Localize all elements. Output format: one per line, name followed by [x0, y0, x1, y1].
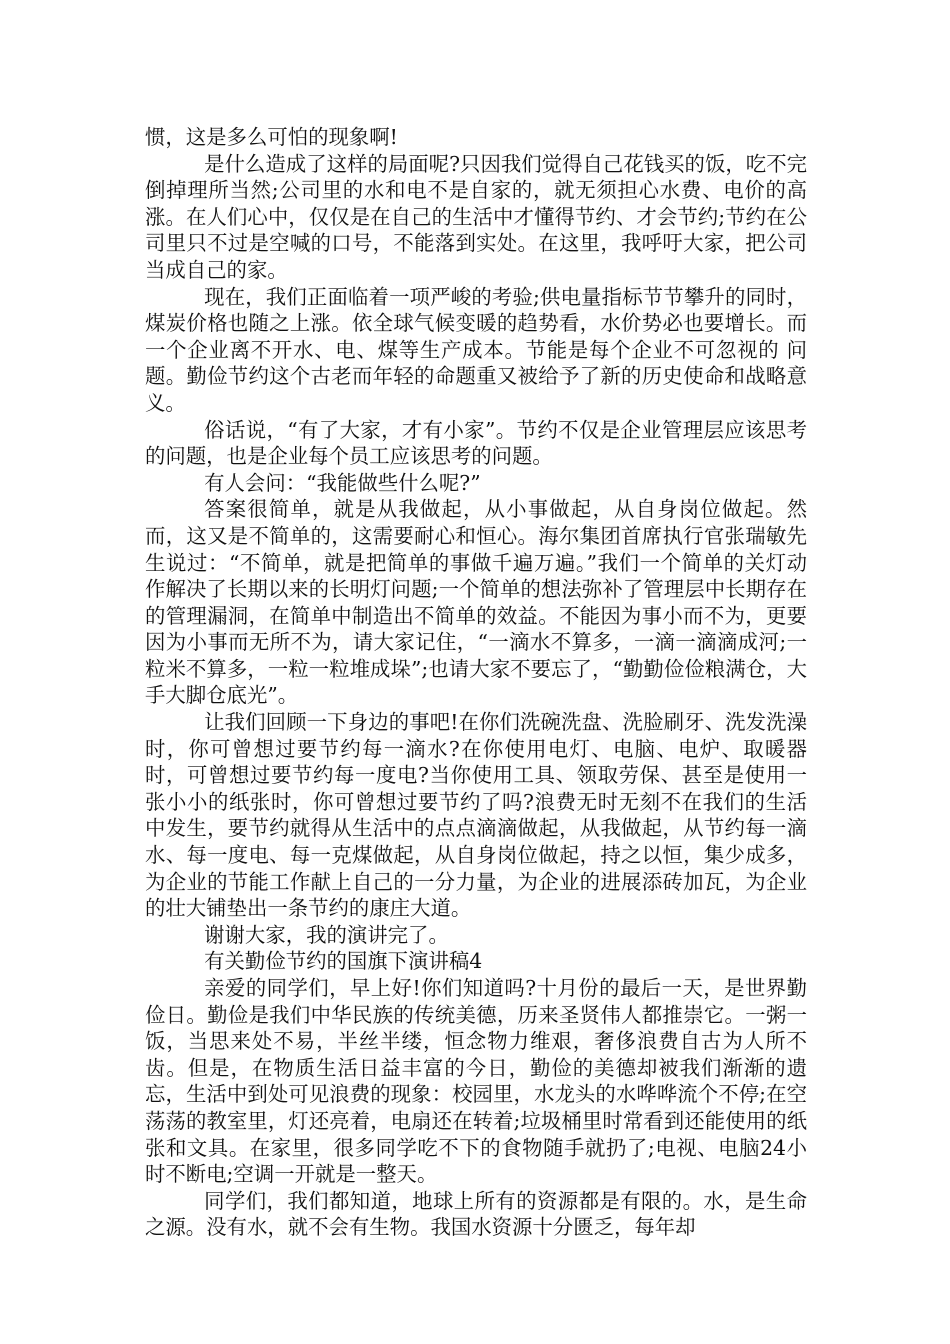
paragraph: 亲爱的同学们，早上好!你们知道吗?十月份的最后一天，是世界勤俭日。勤俭是我们中华民族的传统美德，历来圣贤伟人都推崇它。一粥一饭，当思来处不易，半丝半缕，恒念物力维艰，奢侈浪费自古为人所不齿。但是，在物质生活日益丰富的今日，勤俭的美德却被我们渐渐的遗忘，生活中到处可见浪费的现象：校园里，水龙头的水哗哗流个不停;在空荡荡的教室里，灯还亮着，电扇还在转着;垃圾桶里时常看到还能使用的纸张和文具。在家里，很多同学吃不下的食物随手就扔了;电视、电脑24小时不断电;空调一开就是一整天。: [145, 976, 807, 1187]
paragraph: 同学们，我们都知道，地球上所有的资源都是有限的。水，是生命之源。没有水，就不会有生物。我国水资源十分匮乏，每年却: [145, 1188, 807, 1240]
paragraph: 惯，这是多么可怕的现象啊!: [145, 125, 398, 149]
paragraph: 谢谢大家，我的演讲完了。: [204, 922, 449, 947]
paragraph: 让我们回顾一下身边的事吧!在你们洗碗洗盘、洗脸刷牙、洗发洗澡时，你可曾想过要节约每一滴水?在你使用电灯、电脑、电炉、取暖器时，可曾想过要节约每一度电?当你使用工具、领取劳保、甚至是使用一张小小的纸张时，你可曾想过要节约了吗?浪费无时无刻不在我们的生活中发生，要节约就得从生活中的点点滴滴做起，从我做起，从节约每一滴水、每一度电、每一克煤做起，从自身岗位做起，持之以恒，集少成多，为企业的节能工作献上自己的一分力量，为企业的进展添砖加瓦，为企业的壮大铺垫出一条节约的康庄大道。: [145, 710, 807, 921]
paragraph: 答案很简单，就是从我做起，从小事做起，从自身岗位做起。然而，这又是不简单的，这需要耐心和恒心。海尔集团首席执行官张瑞敏先生说过：“不简单，就是把简单的事做千遍万遍。”我们一个简单的关灯动作解决了长期以来的长明灯问题;一个简单的想法弥补了管理层中长期存在的管理漏洞，在简单中制造出不简单的效益。不能因为事小而不为，更要因为小事而无所不为，请大家记住，“一滴水不算多，一滴一滴滴成河;一粒米不算多，一粒一粒堆成垛”;也请大家不要忘了，“勤勤俭俭粮满仓，大手大脚仓底光”。: [145, 497, 807, 708]
section-heading: 有关勤俭节约的国旗下演讲稿4: [204, 949, 483, 974]
paragraph: 俗话说，“有了大家，才有小家”。节约不仅是企业管理层应该思考的问题，也是企业每个员工应该思考的问题。: [145, 417, 807, 469]
document-body: [145, 124, 807, 1241]
paragraph: 是什么造成了这样的局面呢?只因我们觉得自己花钱买的饭，吃不完倒掉理所当然;公司里的水和电不是自家的，就无须担心水费、电价的高涨。在人们心中，仅仅是在自己的生活中才懂得节约、才会节约;节约在公司里只不过是空喊的口号，不能落到实处。在这里，我呼吁大家，把公司当成自己的家。: [145, 151, 807, 282]
paragraph: 有人会问：“我能做些什么呢?”: [204, 470, 481, 495]
paragraph: 现在，我们正面临着一项严峻的考验;供电量指标节节攀升的同时，煤炭价格也随之上涨。依全球气候变暖的趋势看，水价势必也要增长。而一个企业离不开水、电、煤等生产成本。节能是每个企业不可忽视的 问题。勤俭节约这个古老而年轻的命题重又被给予了新的历史使命和战略意义。: [145, 284, 807, 415]
